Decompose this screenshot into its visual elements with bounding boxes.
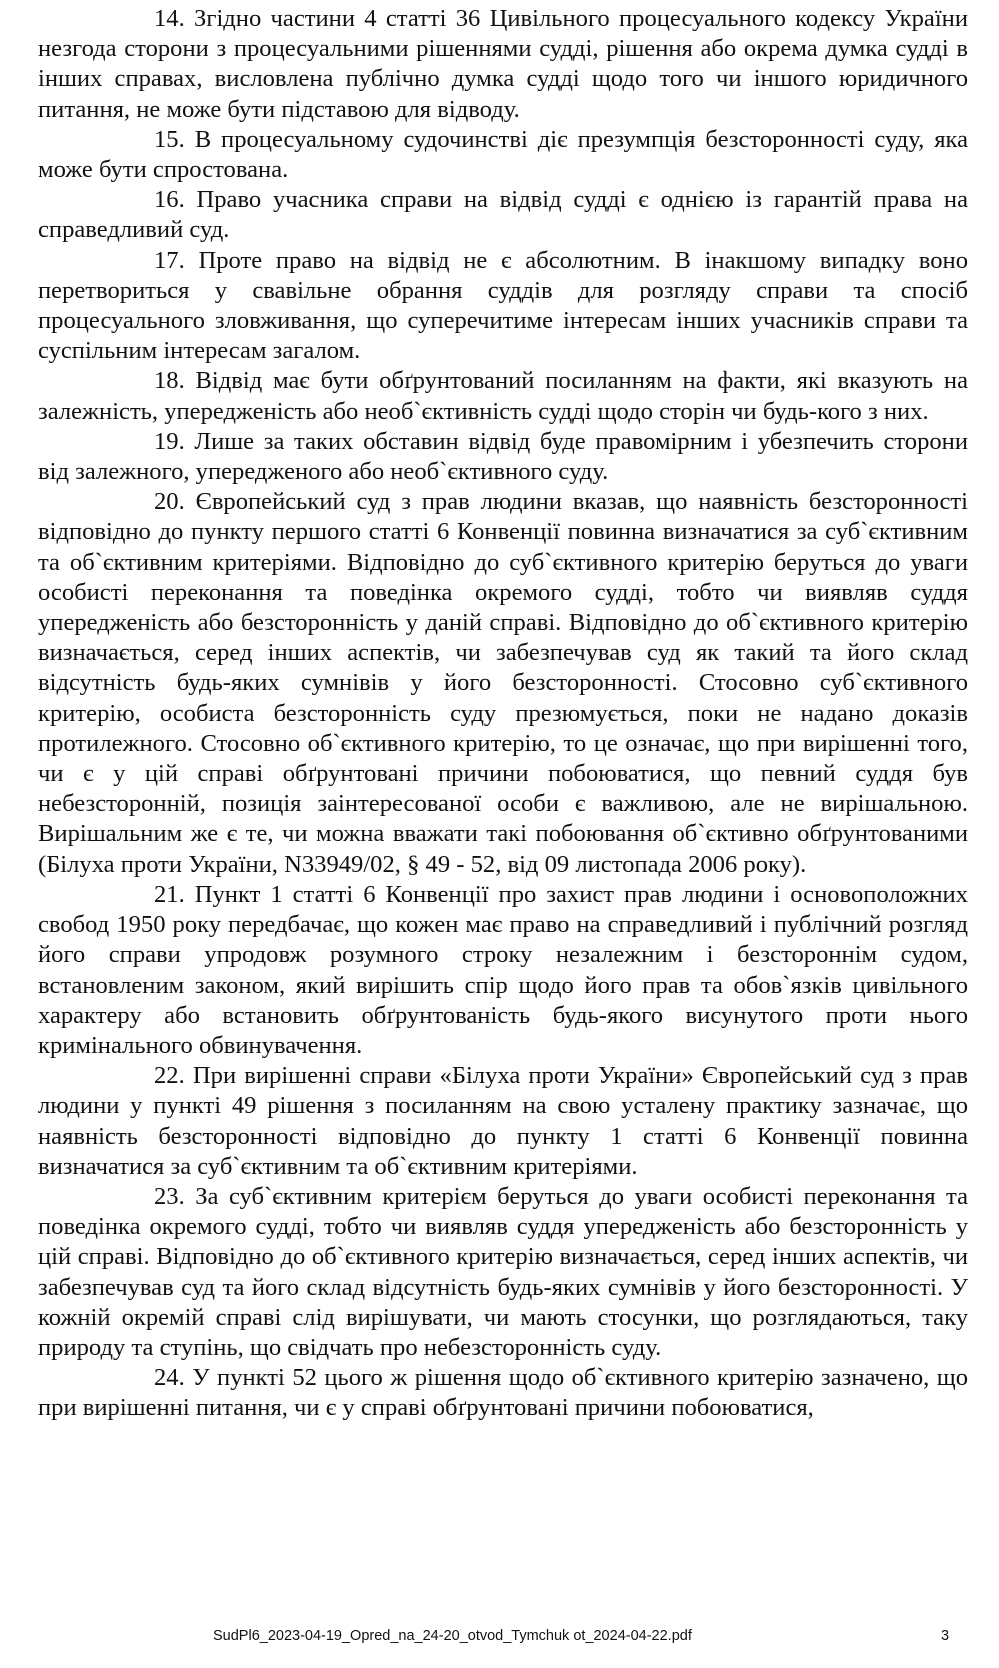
paragraph-19: 19. Лише за таких обставин відвід буде правомірним і убезпечить сторони від залежного, упередженого або необ`єктивного суду. xyxy=(38,427,968,486)
document-page xyxy=(38,4,968,1424)
paragraph-23: 23. За суб`єктивним критерієм беруться до уваги особисті переконання та поведінка окремого судді, тобто чи виявляв суддя упередженість або безсторонність у цій справі. Відповідно до об`єктивного критерію визначається, серед інших аспектів, чи забезпечував суд та його склад відсутність будь-яких сумнівів у його безсторонності. У кожній окремій справі слід вирішувати, чи мають стосунки, що розглядаються, таку природу та ступінь, що свідчать про небезсторонність суду. xyxy=(38,1182,968,1361)
footer-filename: SudPl6_2023-04-19_Opred_na_24-20_otvod_Tymchuk ot_2024-04-22.pdf xyxy=(213,1628,692,1644)
paragraph-22: 22. При вирішенні справи «Білуха проти України» Європейський суд з прав людини у пункті 49 рішення з посиланням на свою усталену практику зазначає, що наявність безсторонності відповідно до пункту 1 статті 6 Конвенції повинна визначатися за суб`єктивним та об`єктивним критеріями. xyxy=(38,1062,968,1180)
paragraph-18: 18. Відвід має бути обґрунтований посиланням на факти, які вказують на залежність, упередженість або необ`єктивність судді щодо сторін чи будь-кого з них. xyxy=(38,367,968,425)
paragraph-17: 17. Проте право на відвід не є абсолютним. В інакшому випадку воно перетвориться у свавільне обрання суддів для розгляду справи та спосіб процесуального зловживання, що суперечитиме інтересам інших учасників справи та суспільним інтересам загалом. xyxy=(38,246,968,365)
paragraph-24: 24. У пункті 52 цього ж рішення щодо об`єктивного критерію зазначено, що при вирішенні питання, чи є у справі обґрунтовані причини побоюватися, xyxy=(38,1364,968,1422)
paragraph-15: 15. В процесуальному судочинстві діє презумпція безсторонності суду, яка може бути спростована. xyxy=(38,125,968,184)
paragraph-20: 20. Європейський суд з прав людини вказав, що наявність безсторонності відповідно до пункту першого статті 6 Конвенції повинна визначатися за суб`єктивним та об`єктивним критеріями. Відповідно до суб`єктивного критерію беруться до уваги особисті переконання та поведінка окремого судді, тобто чи виявляв суддя упередженість або безсторонність у даній справі. Відповідно до об`єктивного критерію визначається, серед інших аспектів, чи забезпечував суд як такий та його склад відсутність будь-яких сумнівів у його безсторонності. Стосовно суб`єктивного критерію, особиста безсторонність суду презюмується, поки не надано доказів протилежного. Стосовно об`єктивного критерію, то це означає, що при вирішенні того, чи є у цій справі обґрунтовані причини побоюватися, що певний суддя був небезсторонній, позиція заінтересованої особи є важливою, але не вирішальною. Вирішальним же є те, чи можна вважати такі побоювання об`єктивно обґрунтованими (Білуха проти України, N33949/02, § 49 - 52, від 09 листопада 2006 року). xyxy=(38,488,968,878)
page-footer xyxy=(0,1628,999,1652)
footer-page-number: 3 xyxy=(941,1628,950,1644)
paragraph-21: 21. Пункт 1 статті 6 Конвенції про захист прав людини і основоположних свобод 1950 року передбачає, що кожен має право на справедливий і публічний розгляд його справи упродовж розумного строку незалежним і безстороннім судом, встановленим законом, який вирішить спір щодо його прав та обов`язків цивільного характеру або встановить обґрунтованість будь-якого висунутого проти нього кримінального обвинувачення. xyxy=(38,880,968,1059)
paragraph-14: 14. Згідно частини 4 статті 36 Цивільного процесуального кодексу України незгода сторони з процесуальними рішеннями судді, рішення або окрема думка судді в інших справах, висловлена публічно думка судді щодо того чи іншого юридичного питання, не може бути підставою для відводу. xyxy=(38,5,968,123)
paragraph-16: 16. Право учасника справи на відвід судді є однією із гарантій права на справедливий суд. xyxy=(38,186,968,244)
